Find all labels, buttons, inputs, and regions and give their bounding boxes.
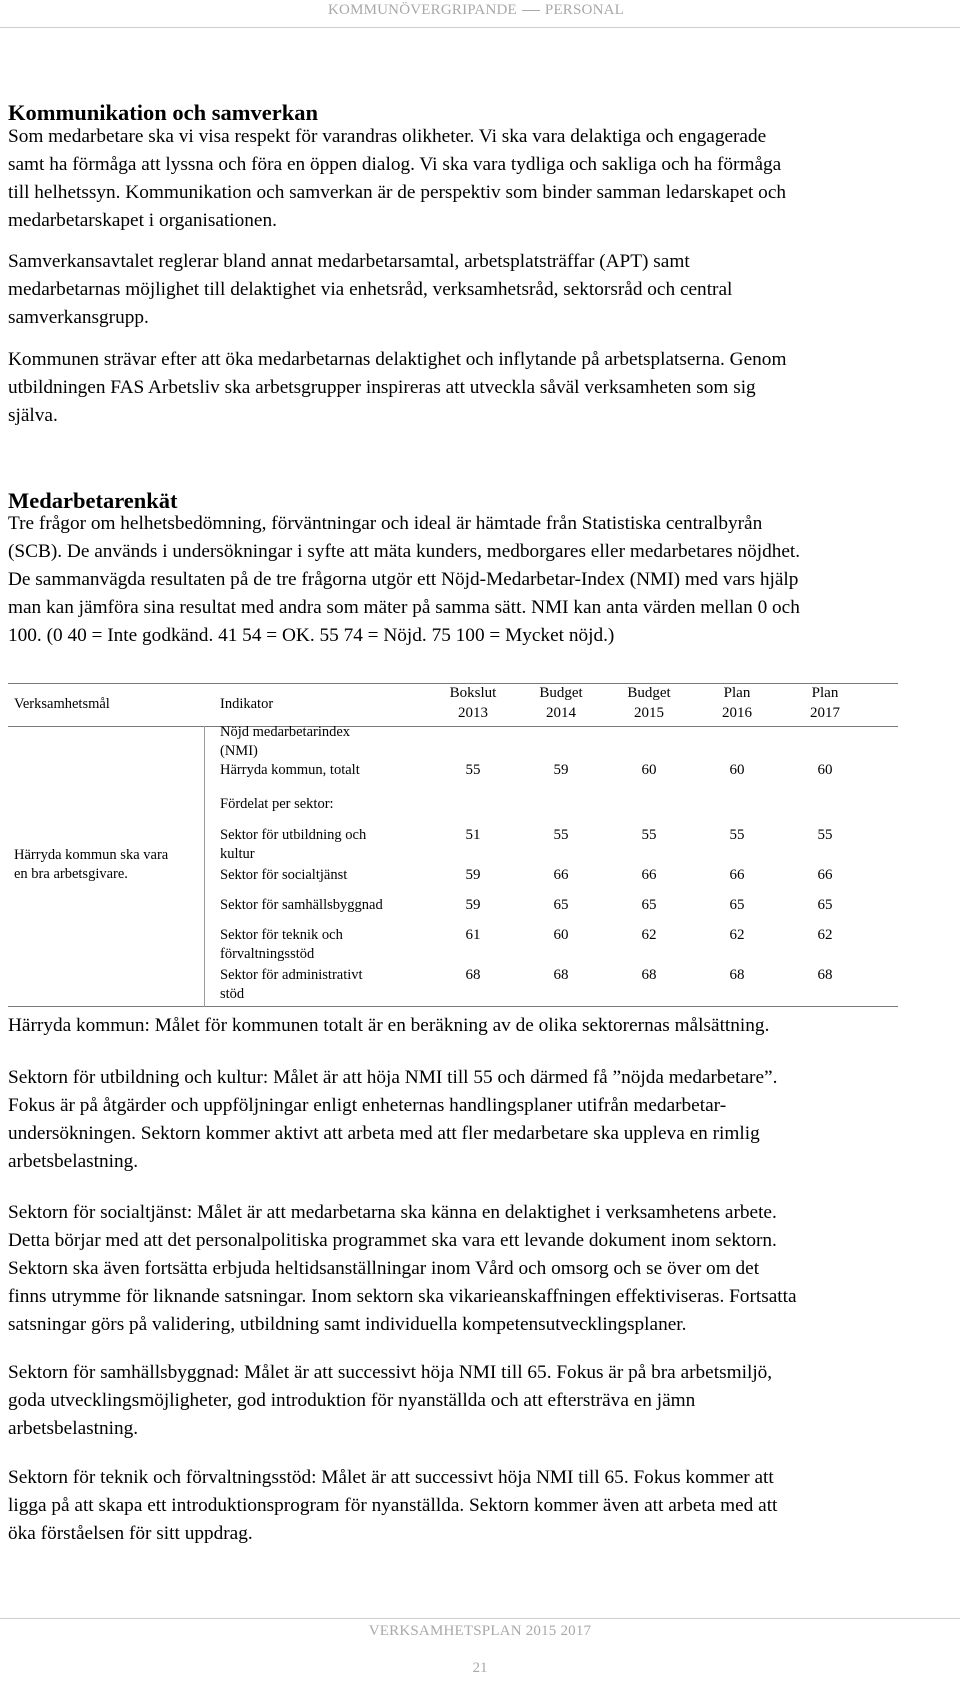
text-line: undersökningen. Sektorn kommer aktivt att arbeta med att fler medarbetare ska uppleva en rimlig [8,1123,760,1144]
table-cell-value: 55 [553,827,569,843]
row-label-sector [220,826,366,864]
row-label-line: kultur [220,846,255,862]
footer-title: VERKSAMHETSPLAN 2015 2017 [368,1623,592,1639]
table-cell-value: 55 [465,762,481,778]
text-line: Som medarbetare ska vi visa respekt för varandras olikheter. Vi ska vara delaktiga och engagerade [8,126,767,147]
indicator-title-line-2: (NMI) [220,743,258,759]
table-cell-value: 68 [553,967,569,983]
text-line: 100. (0 40 = Inte godkänd. 41 54 = OK. 55 74 = Nöjd. 75 100 = Mycket nöjd.) [8,625,615,646]
row-label-line: förvaltningsstöd [220,946,315,962]
goal-text [14,846,168,884]
text-line: medarbetarnas möjlighet till delaktighet via enhetsråd, verksamhetsråd, sektorsråd och central [8,279,733,300]
column-header-goal: Verksamhetsmål [14,696,110,712]
row-label-line: stöd [220,986,245,1002]
column-header-line: Budget [627,685,671,701]
table-cell-value: 59 [553,762,569,778]
footer-page-number: 21 [472,1660,488,1676]
table-cell-value: 66 [729,867,745,883]
header-dash [522,10,540,11]
column-header-line: 2013 [458,705,488,721]
table-cell-value: 66 [817,867,833,883]
header-left: KOMMUNÖVERGRIPANDE [328,2,517,18]
header-right: PERSONAL [544,2,625,18]
table-cell-value: 59 [465,897,481,913]
paragraph-kommunikation-3 [8,346,928,430]
text-line: goda utvecklingsmöjligheter, god introduktion för nyanställda och att eftersträva en jämn [8,1390,696,1411]
column-header-year [604,683,694,723]
text-line: man kan jämföra sina resultat med andra som mäter på samma sätt. NMI kan anta värden mellan 0 och [8,597,800,618]
text-line: satsningar görs på validering, utbildning samt individuella kompetensutvecklingsplaner. [8,1314,687,1335]
indicator-title-line-1: Nöjd medarbetarindex [220,724,351,740]
row-label-line: Sektor för utbildning och [220,827,367,843]
paragraph-utbildning [8,1064,928,1176]
table-header-rule [8,726,898,727]
table-cell-value: 51 [465,827,481,843]
row-label-sector [220,926,343,964]
row-label-split: Fördelat per sektor: [220,796,334,812]
column-header-line: 2017 [810,705,840,721]
table-bottom-rule [8,1006,898,1007]
table-cell-value: 55 [817,827,833,843]
text-line: medarbetarskapet i organisationen. [8,210,277,231]
table-cell-value: 62 [641,927,657,943]
row-label-sector [220,866,347,885]
text-line: själva. [8,405,58,426]
row-label-line: Sektor för teknik och [220,927,343,943]
table-cell-value: 68 [641,967,657,983]
table-cell-value: 66 [553,867,569,883]
nmi-table [8,683,898,1007]
column-header-year [780,683,870,723]
table-cell-value: 68 [729,967,745,983]
text-line: (SCB). De används i undersökningar i syfte att mäta kunders, medborgares eller medarbetares nöjdhet. [8,541,801,562]
column-header-year [516,683,606,723]
row-label-line: Sektor för administrativt [220,967,363,983]
text-line: Sektorn för samhällsbyggnad: Målet är att successivt höja NMI till 65. Fokus är på bra arbetsmiljö, [8,1362,773,1383]
table-cell-value: 59 [465,867,481,883]
paragraph-samhallsbyggnad [8,1359,928,1443]
text-line: Sektorn för utbildning och kultur: Målet är att höja NMI till 55 och därmed få ”nöjda medarbetare”. [8,1067,778,1088]
text-line: Härryda kommun: Målet för kommunen totalt är en beräkning av de olika sektorernas målsättning. [8,1015,770,1036]
text-line: Sektorn ska även fortsätta erbjuda heltidsanställningar inom Vård och omsorg och se över om det [8,1258,760,1279]
paragraph-socialtjanst [8,1199,928,1339]
text-line: till helhetssyn. Kommunikation och samverkan är de perspektiv som binder samman ledarskapet och [8,182,787,203]
text-line: samt ha förmåga att lyssna och föra en öppen dialog. Vi ska vara tydliga och sakliga och ha förmåga [8,154,782,175]
table-cell-value: 60 [729,762,745,778]
column-header-line: Budget [539,685,583,701]
text-line: Kommunen strävar efter att öka medarbetarnas delaktighet och inflytande på arbetsplatserna. Genom [8,349,787,370]
text-line: utbildningen FAS Arbetsliv ska arbetsgrupper inspireras att utveckla såväl verksamheten som sig [8,377,756,398]
text-line: Detta börjar med att det personalpolitiska programmet ska vara ett levande dokument inom sektorn. [8,1230,777,1251]
column-header-year [428,683,518,723]
paragraph-teknik [8,1464,928,1548]
header-text [328,2,624,19]
row-label-total: Härryda kommun, totalt [220,762,360,778]
table-cell-value: 60 [817,762,833,778]
column-header-line: Bokslut [449,685,497,701]
text-line: Sektorn för socialtjänst: Målet är att medarbetarna ska känna en delaktighet i verksamhetens arbete. [8,1202,777,1223]
goal-line-1: Härryda kommun ska vara [14,847,169,863]
text-line: ligga på att skapa ett introduktionsprogram för nyanställda. Sektorn kommer även att arbeta med att [8,1495,778,1516]
row-label-line: Sektor för samhällsbyggnad [220,897,383,913]
table-column-divider [204,726,205,1007]
column-header-line: Plan [811,685,839,701]
row-label-sector [220,966,363,1004]
table-cell-value: 62 [817,927,833,943]
section-title-kommunikation: Kommunikation och samverkan [8,100,319,125]
column-header-year [692,683,782,723]
text-line: öka förståelsen för sitt uppdrag. [8,1523,253,1544]
table-cell-value: 60 [553,927,569,943]
table-cell-value: 60 [641,762,657,778]
text-line: De sammanvägda resultaten på de tre frågorna utgör ett Nöjd-Medarbetar-Index (NMI) med vars hjälp [8,569,799,590]
table-cell-value: 55 [641,827,657,843]
column-header-line: Plan [723,685,751,701]
text-line: Fokus är på åtgärder och uppföljningar enligt enheternas handlingsplaner utifrån medarbetar- [8,1095,727,1116]
section-title-medarbetarenkat: Medarbetarenkät [8,488,178,513]
table-cell-value: 68 [465,967,481,983]
row-label-line: Sektor för socialtjänst [220,867,348,883]
text-line: Sektorn för teknik och förvaltningsstöd: Målet är att successivt höja NMI till 65. Fokus kommer att [8,1467,774,1488]
table-cell-value: 65 [641,897,657,913]
page-header [0,0,960,28]
paragraph-kommunikation-1 [8,123,928,235]
indicator-title [220,723,350,761]
goal-line-2: en bra arbetsgivare. [14,866,128,882]
table-cell-value: 65 [817,897,833,913]
column-header-line: 2014 [546,705,576,721]
table-cell-value: 65 [729,897,745,913]
table-cell-value: 55 [729,827,745,843]
text-line: samverkansgrupp. [8,307,149,328]
text-line: arbetsbelastning. [8,1151,139,1172]
text-line: Samverkansavtalet reglerar bland annat medarbetarsamtal, arbetsplatsträffar (APT) samt [8,251,690,272]
text-line: Tre frågor om helhetsbedömning, förväntningar och ideal är hämtade från Statistiska centralbyrån [8,513,763,534]
column-header-indicator: Indikator [220,696,274,712]
text-line: finns utrymme för liknande satsningar. Inom sektorn ska vikarieanskaffningen effektiviseras. Fortsatta [8,1286,797,1307]
table-cell-value: 62 [729,927,745,943]
paragraph-kommunikation-2 [8,248,928,332]
paragraph-medarbetarenkat [8,510,928,650]
table-cell-value: 68 [817,967,833,983]
row-label-sector [220,896,383,915]
paragraph-harryda-goal [8,1012,928,1040]
text-line: arbetsbelastning. [8,1418,139,1439]
table-cell-value: 65 [553,897,569,913]
footer-rule [0,1618,960,1619]
column-header-line: 2016 [722,705,752,721]
column-header-line: 2015 [634,705,664,721]
table-cell-value: 61 [465,927,481,943]
table-cell-value: 66 [641,867,657,883]
